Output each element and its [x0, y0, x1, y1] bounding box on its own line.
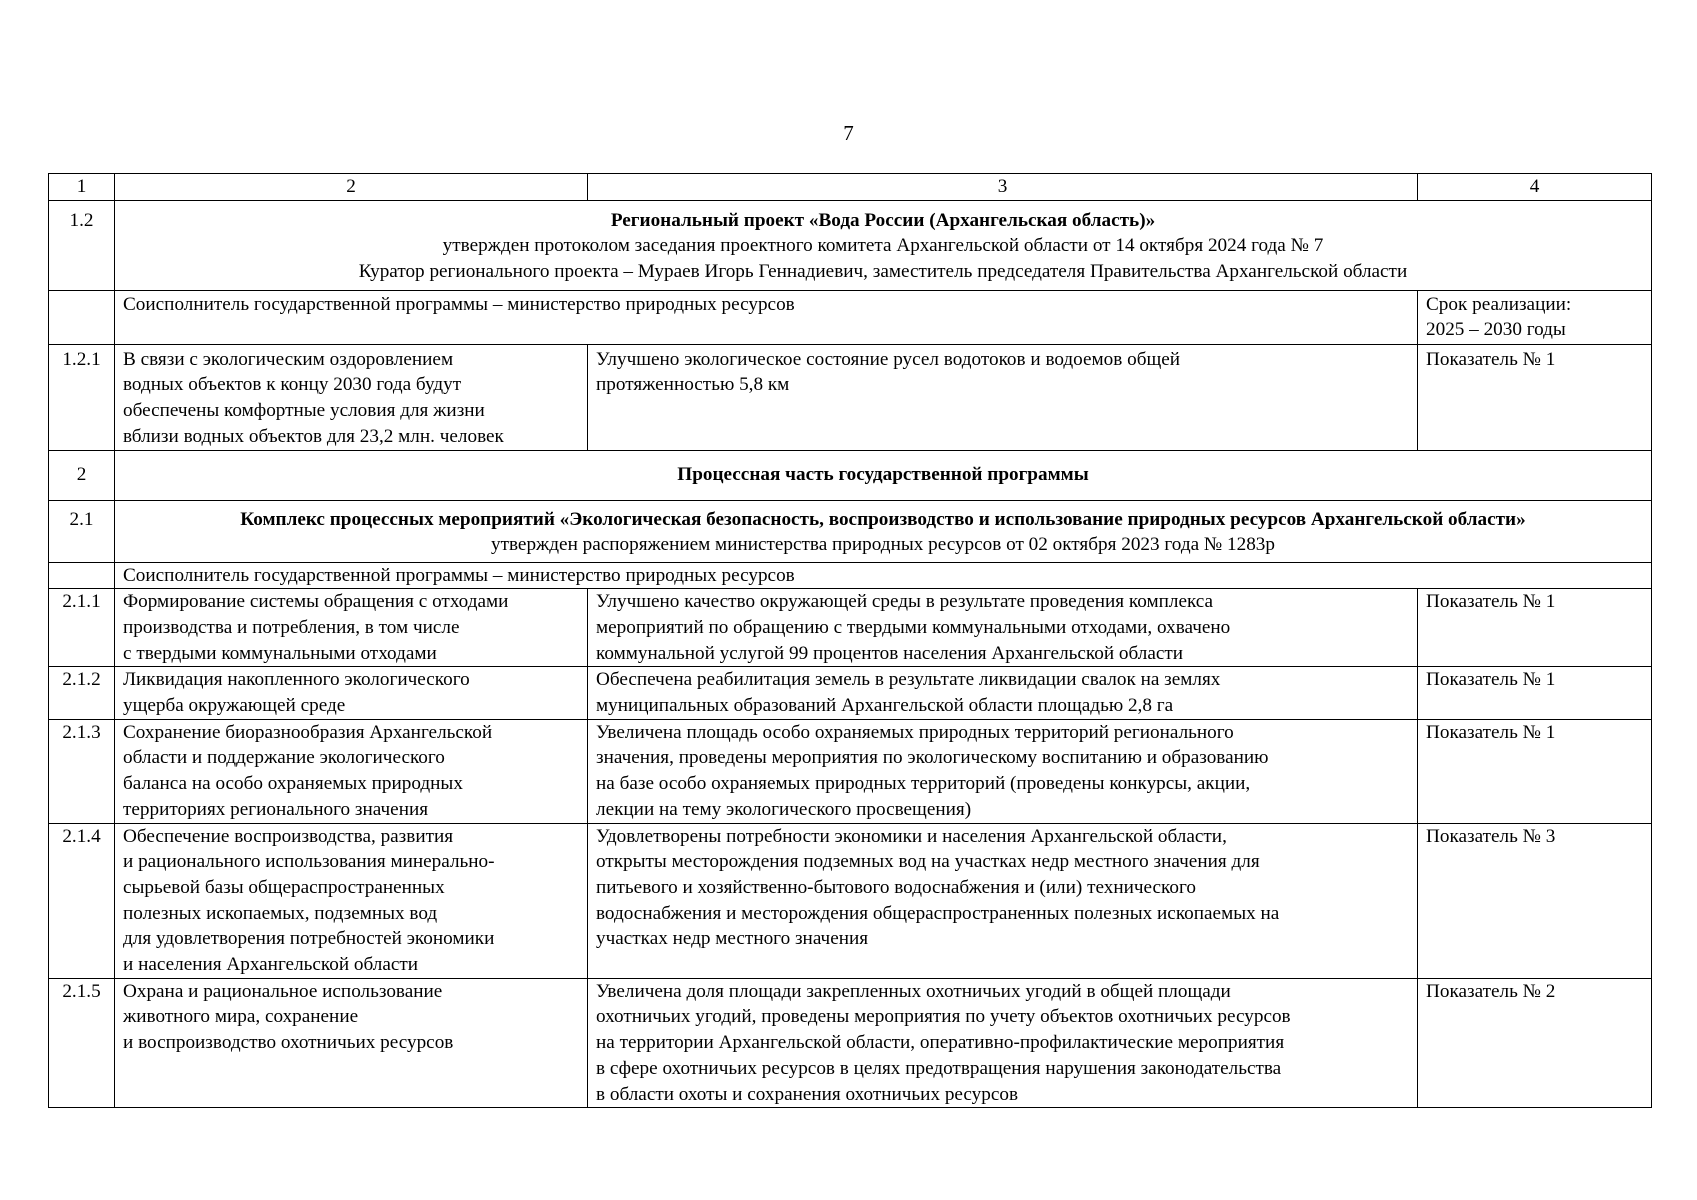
row-number: 2.1: [49, 500, 115, 562]
empty-cell: [49, 290, 115, 344]
table-row: [49, 823, 1652, 978]
complex-title: Комплекс процессных мероприятий «Экологическая безопасность, воспроизводство и использование природных ресурсов Архангельской области»: [240, 508, 1526, 530]
indicator-cell: Показатель № 1: [1418, 344, 1652, 450]
indicator-cell: Показатель № 1: [1418, 589, 1652, 667]
table-row: [49, 344, 1652, 450]
result-cell: Улучшено качество окружающей среды в результате проведения комплекса мероприятий по обращению с твердыми коммунальными отходами, охвачено коммунальной услугой 99 процентов населения Архангельской области: [588, 589, 1418, 667]
row-number: 2: [49, 450, 115, 500]
table-row: [49, 667, 1652, 719]
column-number: 2: [115, 174, 588, 201]
complex-row: [49, 500, 1652, 562]
result-cell: Обеспечена реабилитация земель в результате ликвидации свалок на землях муниципальных образований Архангельской области площадью 2,8 га: [588, 667, 1418, 719]
coexecutor-text: Соисполнитель государственной программы – министерство природных ресурсов: [115, 290, 1418, 344]
task-cell: В связи с экологическим оздоровлением водных объектов к концу 2030 года будут обеспечены комфортные условия для жизни вблизи водных объектов для 23,2 млн. человек: [115, 344, 588, 450]
regional-project-curator: Куратор регионального проекта – Мураев Игорь Геннадиевич, заместитель председателя Правительства Архангельской области: [358, 261, 1408, 283]
row-number: 2.1.5: [49, 978, 115, 1108]
column-number: 3: [588, 174, 1418, 201]
table-row: [49, 589, 1652, 667]
column-number-row: [49, 174, 1652, 201]
task-cell: Формирование системы обращения с отходами производства и потребления, в том числе с твердыми коммунальными отходами: [115, 589, 588, 667]
indicator-cell: Показатель № 3: [1418, 823, 1652, 978]
task-cell: Обеспечение воспроизводства, развития и рационального использования минерально- сырьевой базы общераспространенных полезных ископаемых, подземных вод для удовлетворения потребностей экономики и населения Архангельской области: [115, 823, 588, 978]
row-number: 2.1.4: [49, 823, 115, 978]
implementation-term: Срок реализации: 2025 – 2030 годы: [1418, 290, 1652, 344]
table-row: [49, 978, 1652, 1108]
coexecutor-row: [49, 290, 1652, 344]
section-title: Процессная часть государственной программы: [115, 450, 1652, 500]
result-cell: Увеличена доля площади закрепленных охотничьих угодий в общей площади охотничьих угодий, проведены мероприятия по учету объектов охотничьих ресурсов на территории Архангельской области, оперативно-профилактические мероприятия в сфере охотничьих ресурсов в целях предотвращения нарушения законодательства в области охоты и сохранения охотничьих ресурсов: [588, 978, 1418, 1108]
regional-project-approval: утвержден протоколом заседания проектного комитета Архангельской области от 14 октября 2024 года № 7: [442, 235, 1324, 257]
task-cell: Охрана и рациональное использование животного мира, сохранение и воспроизводство охотничьих ресурсов: [115, 978, 588, 1108]
result-cell: Улучшено экологическое состояние русел водотоков и водоемов общей протяженностью 5,8 км: [588, 344, 1418, 450]
coexecutor-text: Соисполнитель государственной программы – министерство природных ресурсов: [115, 562, 1652, 589]
result-cell: Увеличена площадь особо охраняемых природных территорий регионального значения, проведены мероприятия по экологическому воспитанию и образованию на базе особо охраняемых природных территорий (проведены конкурсы, акции, лекции на тему экологического просвещения): [588, 719, 1418, 823]
regional-project-cell: [115, 200, 1652, 290]
regional-project-row: [49, 200, 1652, 290]
column-number: 1: [49, 174, 115, 201]
indicator-cell: Показатель № 1: [1418, 719, 1652, 823]
program-table: [48, 173, 1652, 1108]
complex-cell: [115, 500, 1652, 562]
regional-project-title: Региональный проект «Вода России (Архангельская область)»: [610, 209, 1156, 231]
section-row: [49, 450, 1652, 500]
table-row: [49, 719, 1652, 823]
row-number: 2.1.2: [49, 667, 115, 719]
complex-approval: утвержден распоряжением министерства природных ресурсов от 02 октября 2023 года № 1283р: [491, 534, 1275, 556]
task-cell: Сохранение биоразнообразия Архангельской области и поддержание экологического баланса на особо охраняемых природных территориях регионального значения: [115, 719, 588, 823]
row-number: 2.1.1: [49, 589, 115, 667]
empty-cell: [49, 562, 115, 589]
row-number: 2.1.3: [49, 719, 115, 823]
indicator-cell: Показатель № 2: [1418, 978, 1652, 1108]
page-number: 7: [843, 121, 854, 145]
coexecutor-row: [49, 562, 1652, 589]
column-number: 4: [1418, 174, 1652, 201]
row-number: 1.2: [49, 200, 115, 290]
row-number: 1.2.1: [49, 344, 115, 450]
task-cell: Ликвидация накопленного экологического ущерба окружающей среде: [115, 667, 588, 719]
indicator-cell: Показатель № 1: [1418, 667, 1652, 719]
result-cell: Удовлетворены потребности экономики и населения Архангельской области, открыты месторождения подземных вод на участках недр местного значения для питьевого и хозяйственно-бытового водоснабжения и (или) технического водоснабжения и месторождения общераспространенных полезных ископаемых на участках недр местного значения: [588, 823, 1418, 978]
